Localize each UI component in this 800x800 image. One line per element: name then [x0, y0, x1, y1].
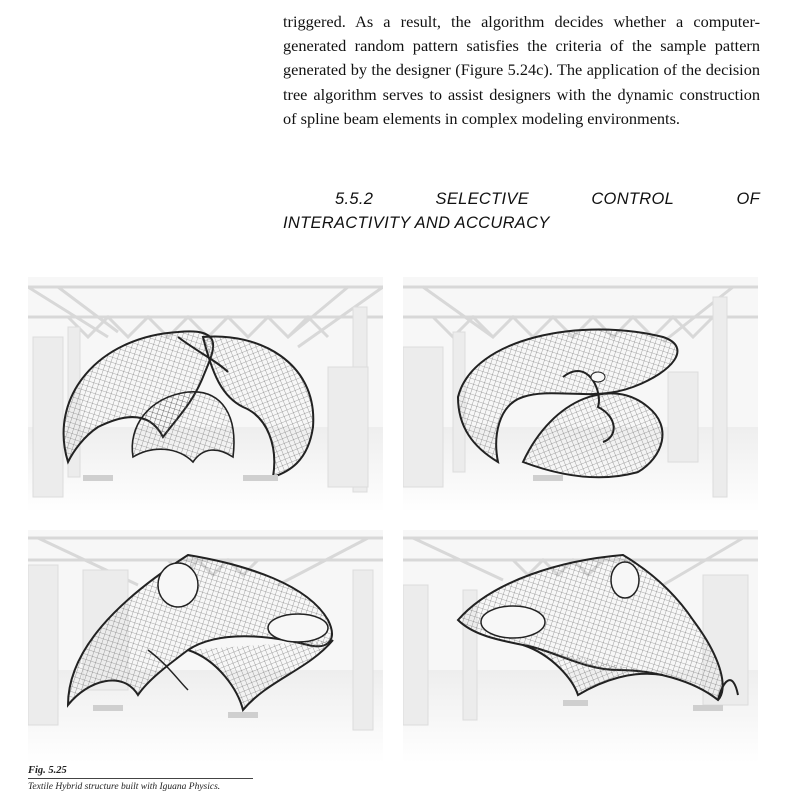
section-title-line2: INTERACTIVITY AND ACCURACY — [283, 214, 550, 232]
figure-label: Fig. 5.25 — [28, 765, 67, 776]
figure-render-top-right — [403, 277, 758, 512]
figure-caption: Textile Hybrid structure built with Iguana Physics. — [28, 782, 221, 792]
section-word-2: CONTROL — [591, 190, 675, 208]
section-word-1: SELECTIVE — [435, 190, 530, 208]
figure-render-bottom-right — [403, 530, 758, 763]
section-number: 5.5.2 — [335, 190, 374, 208]
figure-render-top-left — [28, 277, 383, 512]
body-paragraph: triggered. As a result, the algorithm decides whether a computer-generated random pattern satisfies the criteria of the sample pattern generated by the designer (Figure 5.24c). The application of the decision tree algorithm serves to assist designers with the dynamic construction of spline beam elements in complex modeling environments. — [283, 12, 760, 128]
figure-render-bottom-left — [28, 530, 383, 763]
caption-divider — [28, 778, 253, 779]
section-word-3: OF — [736, 190, 760, 208]
section-heading — [283, 187, 760, 235]
